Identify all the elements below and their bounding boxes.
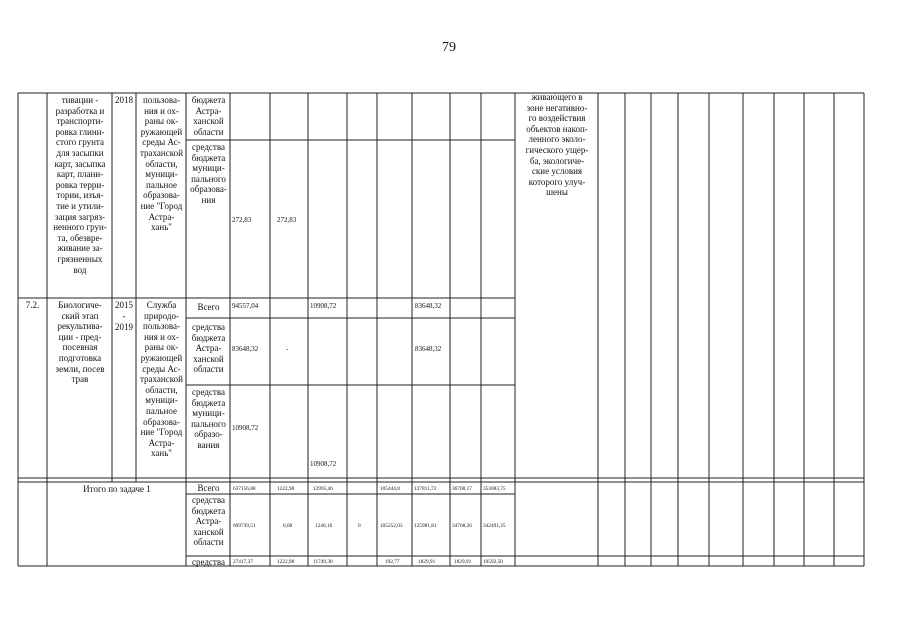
measure-7-2-cell: Биологиче- ский этап рекультива- ции - пред- посевная подготовка земли, посев трав [55, 300, 105, 385]
totals-source-all: Всего [197, 483, 220, 493]
source-municipal-7-2: средства бюджета муници- пального образо- вания [191, 387, 226, 450]
result-cont-cell: живающего в зоне негативно- го воздействия объектов накоп- ленного эколо- гического ущер- ба, экологиче- ские условия которого улуч- шены [525, 92, 589, 198]
source-all-7-2: Всего [197, 302, 220, 312]
totals-label: Итого по задаче 1 [83, 484, 151, 494]
totals-r3-c5: 192,77 [385, 559, 400, 565]
totals-r2-c7: 34708,26 [452, 523, 472, 529]
region-dash-7-2: - [286, 345, 289, 353]
totals-r3-c1: 27417,37 [233, 559, 253, 565]
totals-source-other: средства [191, 557, 225, 567]
all-col7-7-2: 83648,32 [415, 302, 442, 310]
totals-r3-c7: 1829,91 [454, 559, 472, 565]
cont-col2-value: 272,83 [277, 216, 297, 224]
all-col4-7-2: 10908,72 [310, 302, 337, 310]
year-end-7-2: - 2019 [115, 311, 133, 332]
totals-r2-c1: 609739,51 [233, 523, 256, 529]
totals-r2-c3: 1246,16 [315, 523, 333, 529]
totals-r2-c4: 0 [358, 523, 361, 529]
totals-r3-c2: 1222,98 [277, 559, 295, 565]
totals-source-region: средства бюджета Астра- ханской области [191, 495, 226, 548]
totals-r2-c5: 105252,03 [380, 523, 403, 529]
region-total-7-2: 83648,32 [232, 345, 259, 353]
totals-r3-c8: 10592,50 [483, 559, 503, 565]
totals-r1-c2: 1222,98 [277, 486, 295, 492]
totals-r1-c7: 36708,17 [452, 486, 472, 492]
row-number-7-2: 7.2. [25, 300, 40, 310]
totals-r1-c6: 127811,72 [414, 486, 437, 492]
totals-r2-c6: 125981,81 [414, 523, 437, 529]
totals-r3-c3: 11749,30 [313, 559, 333, 565]
totals-r1-c5: 105444,8 [380, 486, 400, 492]
all-total-7-2: 94557,04 [232, 302, 259, 310]
municipal-col4-7-2: 10908,72 [310, 460, 337, 468]
totals-r2-c2: 0,00 [283, 523, 293, 529]
cont-total-value: 272,83 [232, 216, 252, 224]
executor-7-2-cell: Служба природо- пользова- ния и ох- раны ок- ружающей среды Ас- траханской области, муници- пальное образова- ние "Город Астра- хань" [140, 300, 183, 459]
year-cont-cell: 2018 [115, 95, 133, 105]
source-region-7-2: средства бюджета Астра- ханской области [191, 322, 226, 375]
source-municipal-cont-cell: средства бюджета муници- пального образова- ния [190, 142, 227, 205]
totals-r1-c3: 12995,46 [313, 486, 333, 492]
executor-cont-cell: пользова- ния и ох- раны ок- ружающей среды Ас- траханской области, муници- пальное образова- ние "Город Астра- хань" [140, 95, 183, 233]
totals-r2-c8: 342491,25 [483, 523, 506, 529]
source-region-cont-cell: бюджета Астра- ханской области [191, 95, 226, 137]
page-number: 79 [442, 40, 456, 55]
measure-cont-cell: тивации - разработка и транспорти- ровка глини- стого грунта для засыпки карт, засыпка карт, плани- ровка терри- тории, изъя- тие и утили- зация загряз- ненного грун- та, обезвре- живание за- грязненных вод [53, 95, 107, 275]
totals-r1-c8: 353083,75 [483, 486, 506, 492]
totals-r1-c1: 637156,88 [233, 486, 256, 492]
year-start-7-2: 2015 [115, 300, 133, 310]
totals-r3-c6: 1829,91 [418, 559, 436, 565]
municipal-total-7-2: 10908,72 [232, 424, 259, 432]
region-col7-7-2: 83648,32 [415, 345, 442, 353]
